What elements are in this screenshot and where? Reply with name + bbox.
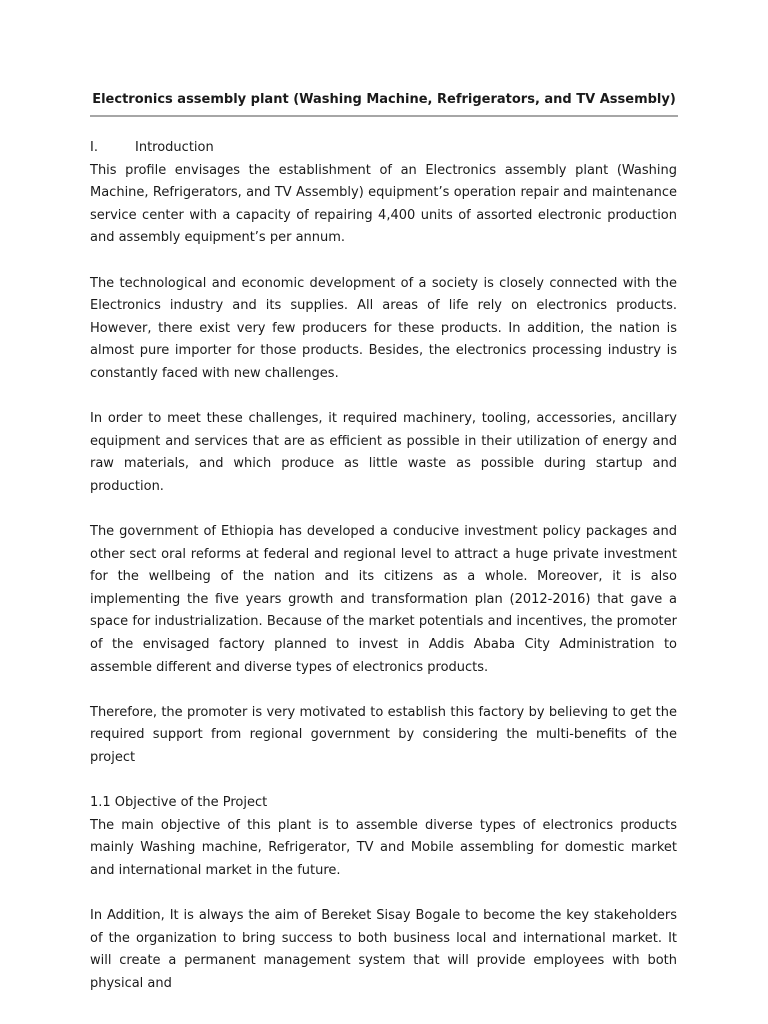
section-heading-introduction [90, 137, 677, 160]
paragraph-objective: The main objective of this plant is to assemble diverse types of electronics products mainly Washing machine, Refrigerator, TV and Mobile assembling for domestic market and international market in the future. [90, 817, 677, 878]
paragraph-profile: This profile envisages the establishment of an Electronics assembly plant (Washing Machine, Refrigerators, and TV Assembly) equipment’s operation repair and maintenance service center with a capacity of repairing 4,400 units of assorted electronic production and assembly equipment’s per annum. [90, 162, 677, 246]
paragraph-challenges: In order to meet these challenges, it required machinery, tooling, accessories, ancillary equipment and services that are as efficient as possible in their utilization of energy and raw materials, and which produce as little waste as possible during startup and production. [90, 411, 677, 494]
title-divider [90, 115, 678, 117]
section-number: I. [90, 140, 98, 155]
document-title: Electronics assembly plant (Washing Machine, Refrigerators, and TV Assembly) [92, 92, 676, 107]
document-body [90, 137, 677, 996]
section-title: Introduction [135, 140, 214, 155]
paragraph-government: The government of Ethiopia has developed a conducive investment policy packages and other sect oral reforms at federal and regional level to attract a huge private investment for the wellbeing of the nation and its citizens as a whole. Moreover, it is also implementing the five years growth and transformation plan (2012-2016) that gave a space for industrialization. Because of the market potentials and incentives, the promoter of the envisaged factory planned to invest in Addis Ababa City Administration to assemble different and diverse types of electronics products. [90, 524, 677, 675]
section-heading-objective: 1.1 Objective of the Project [90, 795, 268, 811]
paragraph-promoter: Therefore, the promoter is very motivated to establish this factory by believing to get the required support from regional government by considering the multi-benefits of the project [90, 704, 677, 766]
paragraph-development: The technological and economic development of a society is closely connected with the Electronics industry and its supplies. All areas of life rely on electronics products. However, there exist very few producers for these products. In addition, the nation is almost pure importer for those products. Besides, the electronics processing industry is constantly faced with new challenges. [90, 275, 677, 381]
paragraph-addition: In Addition, It is always the aim of Bereket Sisay Bogale to become the key stakeholders of the organization to bring success to both business local and international market. It will create a permanent management system that will provide employees with both physical and [90, 908, 677, 991]
